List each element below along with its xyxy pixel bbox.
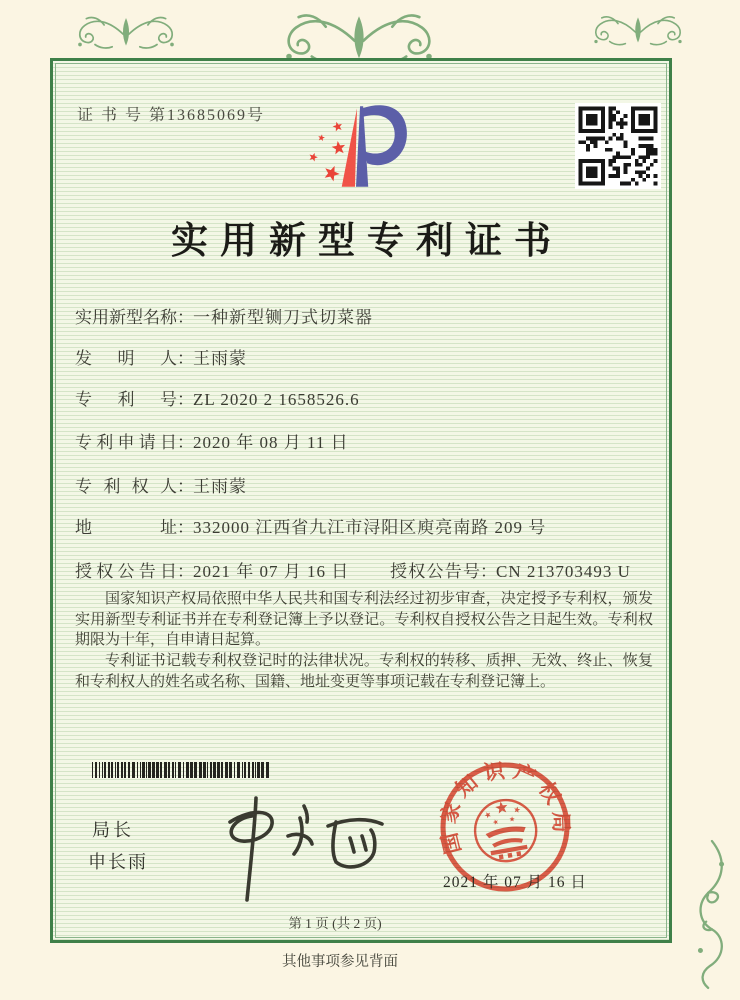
legal-text (75, 589, 653, 692)
seal-national-emblem-icon (470, 795, 541, 866)
certificate-number: 证 书 号 第13685069号 (77, 107, 266, 124)
page-number: 第 1 页 (共 2 页) (288, 916, 382, 931)
field-row-grant (75, 557, 631, 582)
field-row-filing-date (75, 428, 349, 453)
field-row-patentee (75, 472, 247, 497)
field-label: 实用新型名称 (75, 308, 177, 327)
colon: ： (177, 433, 194, 452)
field-label: 专利权人 (75, 477, 177, 496)
field-label: 地址 (75, 518, 177, 537)
grant-number-pair (390, 557, 631, 582)
flourish-ornament-top-left (62, 10, 190, 56)
field-value: 332000 江西省九江市浔阳区庾亮南路 209 号 (193, 518, 547, 537)
colon: ： (177, 390, 194, 409)
field-value: 2021 年 07 月 16 日 (193, 562, 350, 581)
field-row-name (75, 303, 373, 328)
seal-text: 国家知识产权局 (435, 757, 574, 857)
colon: ： (177, 518, 194, 537)
field-value: 王雨蒙 (193, 349, 247, 368)
flourish-ornament-bottom-right (687, 833, 735, 995)
field-row-address (75, 513, 546, 538)
logo-stars-icon (310, 122, 346, 182)
field-value: CN 213703493 U (496, 562, 631, 581)
logo-red-wedge-icon (342, 108, 357, 186)
field-label: 授权公告日 (75, 562, 177, 581)
seal-date: 2021 年 07 月 16 日 (443, 874, 587, 891)
field-row-patent-number (75, 385, 360, 410)
logo-blue-stem-icon (356, 106, 368, 186)
colon: ： (177, 562, 194, 581)
field-value: 2020 年 08 月 11 日 (193, 433, 349, 452)
legal-paragraph-1: 国家知识产权局依照中华人民共和国专利法经过初步审查，决定授予专利权，颁发实用新型专利证书并在专利登记簿上予以登记。专利权自授权公告之日起生效。专利权期限为十年，自申请日起算。 (75, 591, 653, 649)
certificate-title: 实用新型专利证书 (171, 221, 563, 262)
qr-code (575, 103, 661, 189)
legal-paragraph-2: 专利证书记载专利权登记时的法律状况。专利权的转移、质押、无效、终止、恢复和专利权人的姓名或名称、国籍、地址变更等事项记载在专利登记簿上。 (75, 652, 653, 690)
cnipa-logo (300, 98, 412, 195)
colon: ： (177, 308, 194, 327)
barcode (92, 762, 273, 778)
colon: ： (480, 562, 497, 581)
signer-name: 申长雨 (88, 852, 148, 872)
field-label: 授权公告号 (390, 562, 480, 581)
field-value: ZL 2020 2 1658526.6 (193, 390, 360, 409)
colon: ： (177, 349, 194, 368)
field-row-inventor (75, 344, 247, 369)
colon: ： (177, 477, 194, 496)
signer-title: 局长 (92, 820, 134, 840)
flourish-ornament-top-right (582, 10, 694, 52)
certificate-content (50, 58, 672, 943)
field-label: 专利号 (75, 390, 177, 409)
field-value: 一种新型铡刀式切菜器 (193, 308, 373, 327)
back-side-note: 其他事项参见背面 (282, 954, 398, 970)
signature-script-icon (200, 791, 400, 903)
field-label: 发明人 (75, 349, 177, 368)
logo-p-bowl-icon (361, 105, 407, 165)
field-label: 专利申请日 (75, 433, 177, 452)
field-value: 王雨蒙 (193, 477, 247, 496)
